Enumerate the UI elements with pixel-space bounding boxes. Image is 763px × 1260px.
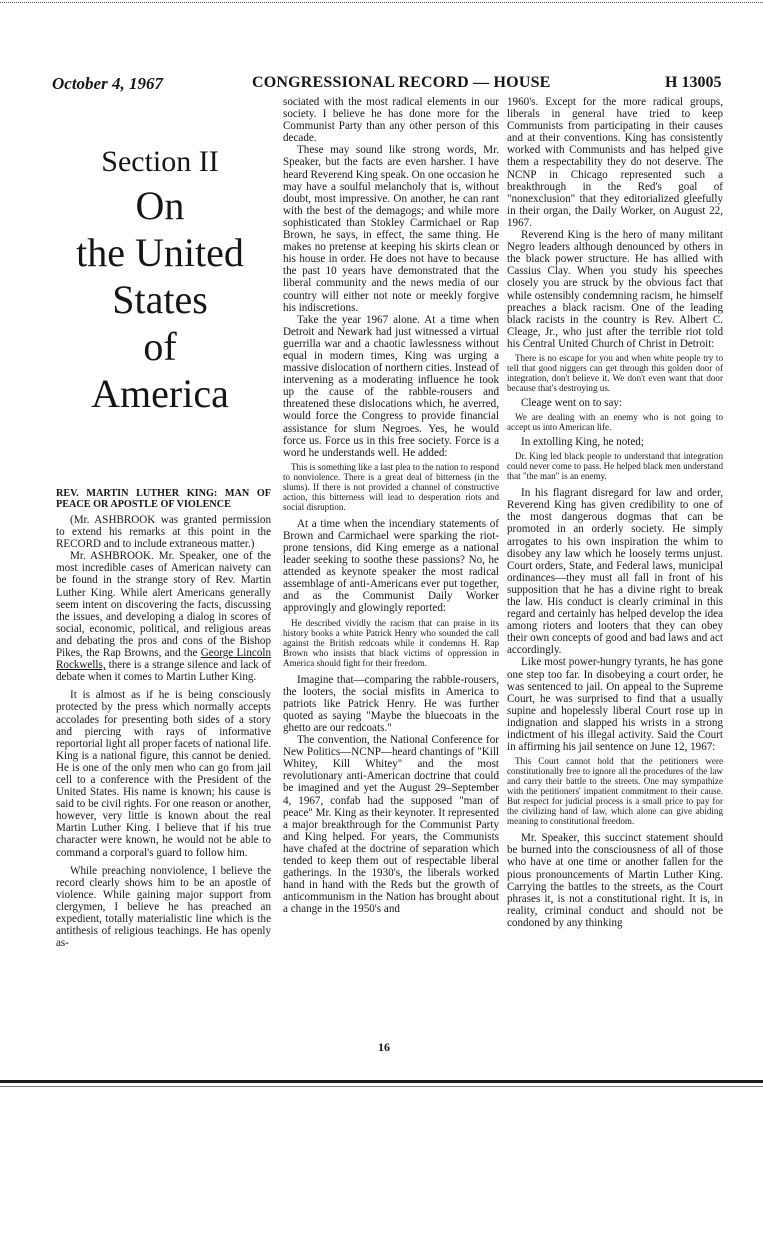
bottom-rule xyxy=(0,1080,763,1083)
top-dotted-rule xyxy=(0,2,763,3)
paragraph: These may sound like strong words, Mr. Speaker, but the facts are even harsher. I have heard Reverend King speak. On one occasion he may have a soulful melancholy that is, without doubt, most impressive. On another, he can rant with the best of the demagogs; and while more sophisticated than Stokley Carmichael or Rap Brown, he says, in effect, the same thing. He makes no pretense at keeping his skirts clean or his house in order. He does not have to because the past 10 years have demonstrated that the liberal community and the news media of our country will either not note or meekly forgive his indiscretions. xyxy=(283,144,499,314)
paragraph: Mr. Speaker, this succinct statement should be burned into the consciousness of all of those who have at one time or another fallen for the pious pronouncements of Martin Luther King. Carrying the battles to the streets, as the Court phrases it, is not a constitutional right. It is, in reality, criminal conduct and should not be condoned by any thinking xyxy=(507,832,723,929)
paragraph: Take the year 1967 alone. At a time when Detroit and Newark had just witnessed a virtual guerrilla war and a chaotic lawlessness without equal in modern times, King was urging a massive dislocation of northern cities. Instead of intervening as a moderating influence he took up the cause of the rabble-rousers and threatened these dislocations which, he averred, would force the Congress to provide financial assistance for slum Negroes. Yes, he would force us. Force us in this free society. Force is a word he understands well. He added: xyxy=(283,313,499,459)
section-number: Section II xyxy=(101,145,219,178)
block-quote: This Court cannot hold that the petitioners were constitutionally free to ignore all the procedures of the law and carry their battle to the streets. One may sympathize with the petitioners' impatient commitment to their cause. But respect for judicial process is a small price to pay for the civilizing hand of law, which alone can give abiding meaning to constitutional freedom. xyxy=(507,756,723,827)
block-quote: Dr. King led black people to understand that integration could never come to pass. He helped black men understand that "the man" is an enemy. xyxy=(507,451,723,482)
paragraph: While preaching nonviolence, I believe the record clearly shows him to be an apostle of violence. While gaining major support from clergymen, I believe he has preached an expedient, totally materialistic line which is the antithesis of religious teachings. He has openly as- xyxy=(56,864,271,950)
paragraph-text: Mr. ASHBROOK. Mr. Speaker, one of the most incredible cases of American naivety can be found in the strange story of Rev. Martin Luther King. While alert Americans generally seem intent on discovering the facts, discussing the issues, and developing a dialog in scores of social, economic, political, and religious areas and debating the pros and cons of the Bishop Pikes, the Rap Browns, and the xyxy=(56,550,271,660)
header-title: CONGRESSIONAL RECORD — HOUSE xyxy=(252,74,551,91)
paragraph: In extolling King, he noted; xyxy=(521,436,644,449)
section-title-line: On xyxy=(135,183,185,228)
header-page-number: H 13005 xyxy=(665,74,722,91)
column-2 xyxy=(283,96,499,915)
paragraph: In his flagrant disregard for law and order, Reverend King has given credibility to one of the most dangerous dogmas that can be promoted in an orderly society. He simply arrogates to his own inspiration the whim to disobey any law which he loosely terms unjust. Court orders, State, and Federal laws, municipal ordinances—they must all fall in front of his supposition that he has a divine right to break the law. His conduct is clearly criminal in this regard and certainly has helped develop the idea among rioters and looters that they can obey their own concepts of good and bad laws and act accordingly. xyxy=(507,487,723,657)
block-quote: He described vividly the racism that can praise in its history books a white Patrick Henry who sounded the call against the British redcoats while it condemns H. Rap Brown who insists that black victims of oppression in America should fight for their freedom. xyxy=(283,617,499,668)
paragraph: Like most power-hungry tyrants, he has gone one step too far. In disobeying a court order, he was sentenced to jail. On appeal to the Supreme Court, he was surprised to find that a usually supine and hopelessly liberal Court rose up in indignation and slapped his wrists in a strong indictment of his illegal activity. Said the Court in affirming his jail sentence on June 12, 1967: xyxy=(507,656,723,754)
section-title-line: America xyxy=(91,371,229,416)
paragraph: sociated with the most radical elements in our society. I believe he has done more for the Communist Party than any other person of this decade. xyxy=(283,96,499,145)
paragraph: 1960's. Except for the more radical groups, liberals in general have tried to keep Communists from participating in their causes and at their conventions. King has consistently worked with Communists and has helped give them a respectability they do not deserve. The NCNP in Chicago represented such a breakthrough in the Red's goal of "nonexclusion" that they editorialized gleefully in their organ, the Daily Worker, on August 22, 1967. xyxy=(507,96,723,229)
paragraph: The convention, the National Conference for New Politics—NCNP—heard chantings of "Kill Whitey, Kill Whitey" and the most revolutionary anti-American doctrine that could be imagined and yet the August 29–September 4, 1967, confab had the supposed "man of peace" Mr. King as their keynoter. It represented a major breakthrough for the Communist Party and King helped. For years, the Communists have chafed at the doctrine of separation which tended to keep them out of respectable liberal gatherings. In the 1930's, the liberals worked hand in hand with the Reds but the growth of anticommunism in the Nation has brought about a change in the 1950's and xyxy=(283,734,499,916)
paragraph: Imagine that—comparing the rabble-rousers, the looters, the social misfits in America to patriots like Patrick Henry. He was further quoted as saying "Maybe the bluecoats in the ghetto are our redcoats." xyxy=(283,673,499,734)
section-title-line: States xyxy=(112,277,208,322)
paragraph: It is almost as if he is being consciously protected by the press which normally accepts accolades for presenting both sides of a story and piercing with rays of informative reportorial light all proper facets of national life. King is a national figure, this cannot be denied. He is one of the only men who can go from jail cell to a conference with the President of the United States. His name is known; his cause is said to be civil rights. For one reason or another, however, very little is known about the real Martin Luther King. I believe that if his true character were known, he would not be able to command a corporal's guard to follow him. xyxy=(56,689,272,859)
article-heading: REV. MARTIN LUTHER KING: MAN OF PEACE OR APOSTLE OF VIOLENCE xyxy=(56,488,271,510)
paragraph: Reverend King is the hero of many militant Negro leaders although denounced by others in the black power structure. He has allied with Cassius Clay. When you study his speeches closely you are struck by the obvious fact that while ostensibly condemning racism, he himself preaches a black racism. One of the leading black racists in the country is Rev. Albert C. Cleage, Jr., who just after the terrible riot told his Central United Church of Christ in Detroit: xyxy=(507,229,723,350)
underlined-name: George Lincoln Rockwells, xyxy=(56,647,271,672)
block-quote: We are dealing with an enemy who is not going to accept us into American life. xyxy=(507,412,723,433)
page-header xyxy=(0,74,763,96)
footer-page-number: 16 xyxy=(378,1040,390,1054)
paragraph: Cleage went on to say: xyxy=(521,396,623,409)
column-3 xyxy=(507,96,723,929)
header-date: October 4, 1967 xyxy=(52,74,163,93)
section-title xyxy=(60,142,260,417)
section-title-line: of xyxy=(143,324,177,369)
block-quote: This is something like a last plea to the nation to respond to nonviolence. There is a great deal of bitterness (in the slums). If there is not provided a channel of constructive action, this bitterness will lead to desperation riots and social disruption. xyxy=(283,461,499,512)
column-1 xyxy=(56,488,271,949)
paragraph xyxy=(56,550,271,683)
paragraph-text: there is a strange silence and lack of debate when it comes to Martin Luther King. xyxy=(56,659,271,684)
section-title-line: the United xyxy=(76,230,244,275)
bottom-rule-thin xyxy=(0,1086,763,1087)
paragraph: At a time when the incendiary statements of Brown and Carmichael were sparking the riot-prone tensions, did King emerge as a national leader seeking to soothe these passions? No, he attended as keynote speaker the most radical assemblage of anti-Americans ever put together, and as the Communist Daily Worker approvingly and glowingly reported: xyxy=(283,517,499,615)
block-quote: There is no escape for you and when white people try to tell that good niggers can get through this golden door of integration, don't believe it. We don't even want that door because that's destroying us. xyxy=(507,352,723,393)
paragraph: (Mr. ASHBROOK was granted permission to extend his remarks at this point in the RECORD and to include extraneous matter.) xyxy=(56,514,271,551)
